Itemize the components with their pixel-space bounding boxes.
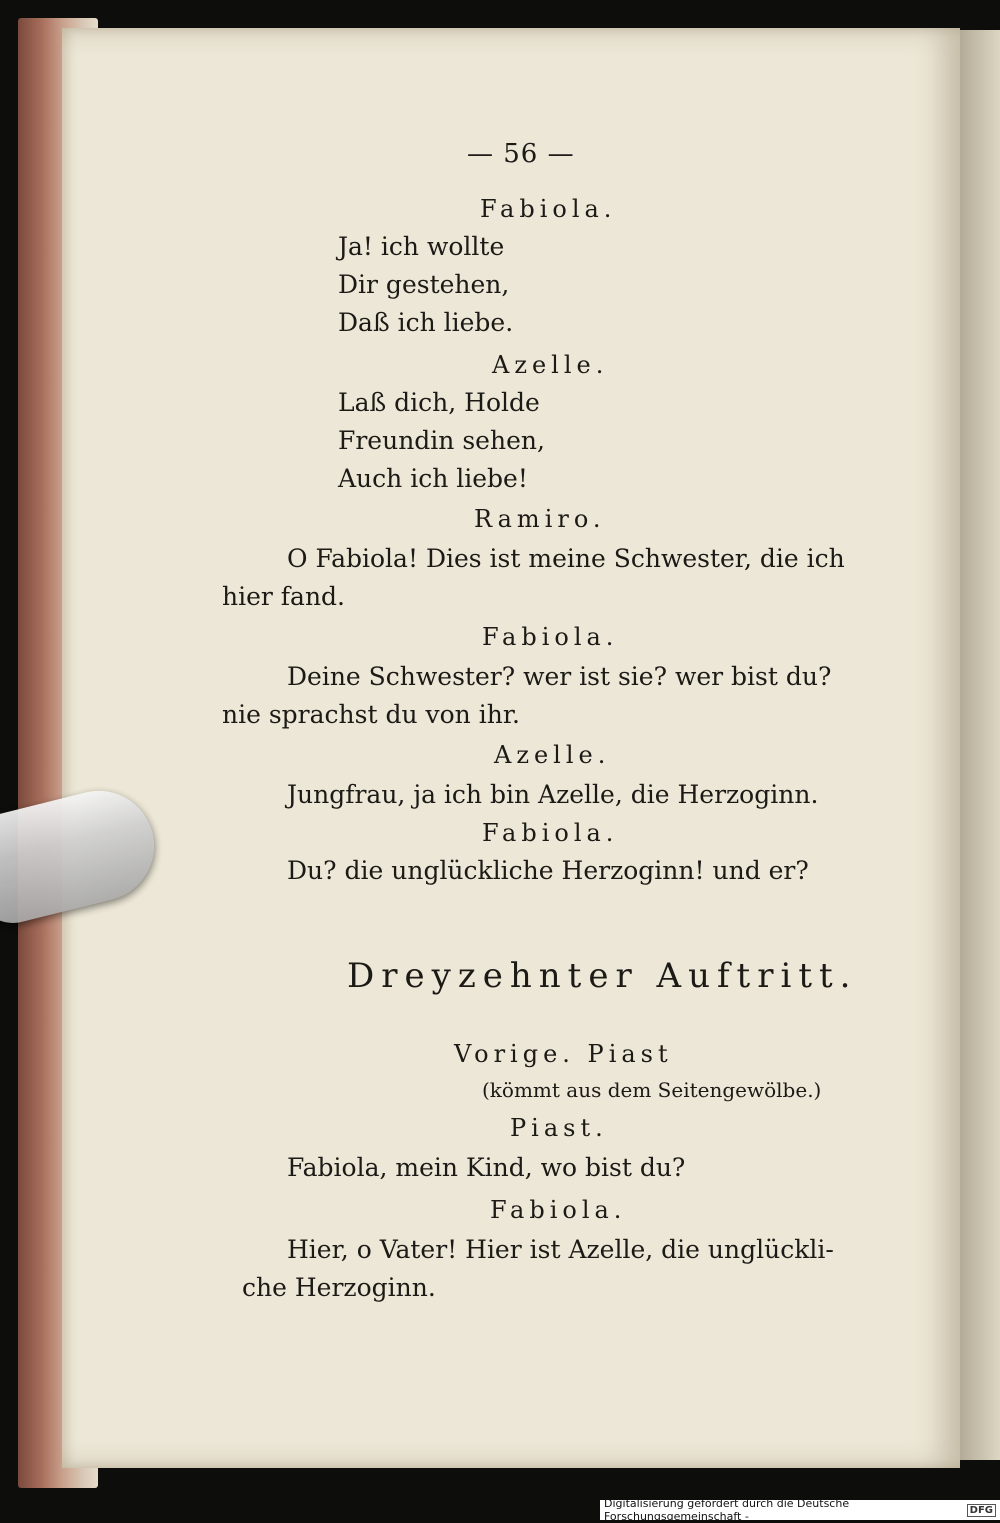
prose-line: O Fabiola! Dies ist meine Schwester, die ich: [287, 544, 845, 573]
footer-text: Digitalisierung gefördert durch die Deutsche Forschungsgemeinschaft -: [604, 1497, 850, 1523]
page-text: [62, 28, 960, 1468]
verse-line: Ja! ich wollte: [338, 232, 505, 261]
speaker-name: Fabiola.: [490, 1196, 627, 1224]
prose-line: Du? die unglückliche Herzoginn! und er?: [287, 856, 809, 885]
speaker-name: Azelle.: [492, 351, 609, 379]
speaker-name: Azelle.: [494, 741, 611, 769]
footer-credit: [600, 1497, 1000, 1523]
page-number: — 56 —: [467, 139, 575, 169]
verse-line: Dir gestehen,: [338, 270, 510, 299]
book-page: [62, 28, 960, 1468]
prose-line: Fabiola, mein Kind, wo bist du?: [287, 1153, 686, 1182]
speaker-name: Vorige. Piast: [454, 1040, 673, 1068]
verse-line: Freundin sehen,: [338, 426, 545, 455]
verse-line: Laß dich, Holde: [338, 388, 540, 417]
dfg-logo: DFG: [967, 1504, 996, 1517]
prose-line: nie sprachst du von ihr.: [222, 700, 520, 729]
speaker-name: Ramiro.: [474, 505, 606, 533]
speaker-name: Fabiola.: [480, 195, 617, 223]
verse-line: Auch ich liebe!: [338, 464, 528, 493]
speaker-name: Fabiola.: [482, 819, 619, 847]
prose-line: Hier, o Vater! Hier ist Azelle, die unglückli-: [287, 1235, 834, 1264]
prose-line: hier fand.: [222, 582, 345, 611]
prose-line: Deine Schwester? wer ist sie? wer bist du?: [287, 662, 832, 691]
stage-direction: (kömmt aus dem Seitengewölbe.): [482, 1078, 822, 1102]
scene-title: Dreyzehnter Auftritt.: [347, 956, 858, 996]
prose-line: Jungfrau, ja ich bin Azelle, die Herzoginn.: [287, 780, 819, 809]
facing-page-edge: [960, 30, 1000, 1460]
prose-line: che Herzoginn.: [242, 1273, 436, 1302]
speaker-name: Fabiola.: [482, 623, 619, 651]
verse-line: Daß ich liebe.: [338, 308, 514, 337]
speaker-name: Piast.: [510, 1114, 608, 1142]
